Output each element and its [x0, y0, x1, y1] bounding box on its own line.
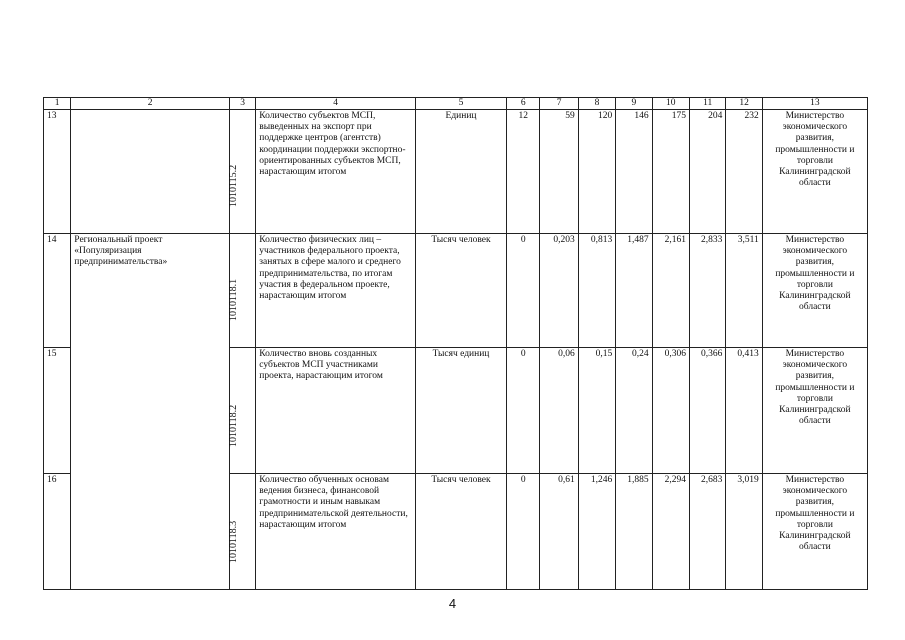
value-col12: 232: [726, 110, 762, 234]
header-cell-9: 9: [616, 98, 652, 110]
unit-cell: Тысяч единиц: [416, 348, 507, 474]
value-col12: 0,413: [726, 348, 762, 474]
value-col11: 204: [689, 110, 725, 234]
project-cell: Региональный проект «Популяризация предпринимательства»: [71, 234, 230, 348]
indicator-code-text: 1010118.1: [227, 278, 239, 321]
indicator-code-text: 1010118.3: [227, 520, 239, 563]
indicator-code: [227, 110, 256, 234]
value-col6: 12: [507, 110, 540, 234]
value-col10: 175: [652, 110, 689, 234]
value-col10: 2,161: [652, 234, 689, 348]
header-cell-13: 13: [762, 98, 867, 110]
unit-cell: Тысяч человек: [416, 474, 507, 590]
header-cell-5: 5: [416, 98, 507, 110]
value-col9: 0,24: [616, 348, 652, 474]
indicator-name: Количество обученных основам ведения бизнеса, финансовой грамотности и иным навыкам предпринимательской деятельности, нарастающим итогом: [256, 474, 416, 590]
table-row: [44, 474, 868, 590]
indicator-code: [227, 234, 256, 348]
value-col11: 2,683: [689, 474, 725, 590]
header-cell-7: 7: [540, 98, 578, 110]
indicator-code: [227, 348, 256, 474]
header-row: [44, 98, 868, 110]
value-col7: 0,61: [540, 474, 578, 590]
value-col7: 0,06: [540, 348, 578, 474]
indicator-name: Количество субъектов МСП, выведенных на экспорт при поддержке центров (агентств) координации поддержки экспортно-ориентированных субъектов МСП, нарастающим итогом: [256, 110, 416, 234]
responsible-ministry: Министерство экономического развития, промышленности и торговли Калининградской области: [762, 234, 867, 348]
header-cell-3: 3: [230, 98, 256, 110]
unit-cell: Тысяч человек: [416, 234, 507, 348]
value-col11: 0,366: [689, 348, 725, 474]
value-col9: 1,885: [616, 474, 652, 590]
header-cell-1: 1: [44, 98, 71, 110]
responsible-ministry: Министерство экономического развития, промышленности и торговли Калининградской области: [762, 348, 867, 474]
table-row: [44, 348, 868, 474]
indicator-name: Количество физических лиц – участников федерального проекта, занятых в сфере малого и среднего предпринимательства, по итогам участия в федеральном проекте, нарастающим итогом: [256, 234, 416, 348]
row-number: 14: [44, 234, 71, 348]
indicator-code-text: 1010115.2: [227, 164, 239, 207]
row-number: 15: [44, 348, 71, 474]
project-cell: [71, 474, 230, 590]
unit-cell: Единиц: [416, 110, 507, 234]
value-col7: 59: [540, 110, 578, 234]
value-col8: 0,813: [578, 234, 615, 348]
header-cell-12: 12: [726, 98, 762, 110]
row-number: 16: [44, 474, 71, 590]
indicator-code-text: 1010118.2: [227, 404, 239, 447]
value-col9: 146: [616, 110, 652, 234]
header-cell-6: 6: [507, 98, 540, 110]
header-cell-8: 8: [578, 98, 615, 110]
value-col10: 0,306: [652, 348, 689, 474]
value-col6: 0: [507, 348, 540, 474]
value-col8: 0,15: [578, 348, 615, 474]
value-col12: 3,019: [726, 474, 762, 590]
value-col8: 120: [578, 110, 615, 234]
project-cell: [71, 348, 230, 474]
value-col11: 2,833: [689, 234, 725, 348]
value-col6: 0: [507, 474, 540, 590]
responsible-ministry: Министерство экономического развития, промышленности и торговли Калининградской области: [762, 474, 867, 590]
row-number: 13: [44, 110, 71, 234]
indicator-code: [227, 474, 256, 590]
value-col7: 0,203: [540, 234, 578, 348]
value-col8: 1,246: [578, 474, 615, 590]
value-col9: 1,487: [616, 234, 652, 348]
table-row: [44, 234, 868, 348]
table-row: [44, 110, 868, 234]
project-cell: [71, 110, 230, 234]
header-cell-2: 2: [71, 98, 230, 110]
value-col6: 0: [507, 234, 540, 348]
indicator-name: Количество вновь созданных субъектов МСП участниками проекта, нарастающим итогом: [256, 348, 416, 474]
page-number: 4: [448, 596, 457, 611]
header-cell-11: 11: [689, 98, 725, 110]
value-col10: 2,294: [652, 474, 689, 590]
header-cell-4: 4: [256, 98, 416, 110]
header-cell-10: 10: [652, 98, 689, 110]
value-col12: 3,511: [726, 234, 762, 348]
indicators-table: [43, 97, 868, 590]
responsible-ministry: Министерство экономического развития, промышленности и торговли Калининградской области: [762, 110, 867, 234]
